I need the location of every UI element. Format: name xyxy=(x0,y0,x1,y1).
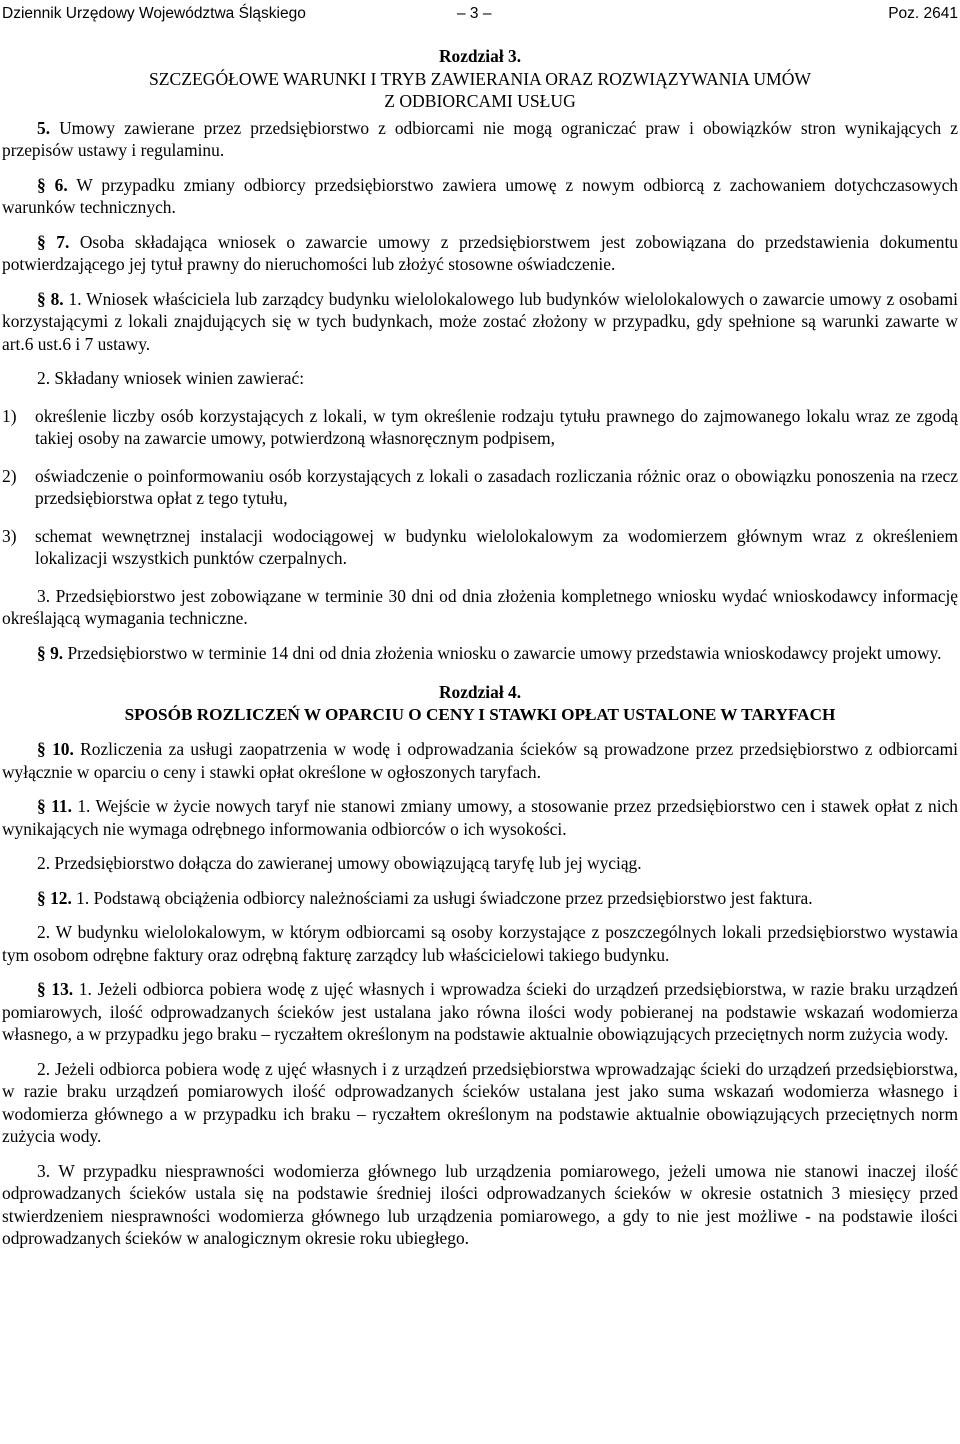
section-10-sign: § xyxy=(37,739,46,759)
section-6-number: 6. xyxy=(54,174,68,195)
section-12-p2-text: W budynku wielolokalowym, w którym odbiorcami są osoby korzystające z poszczególnych lokali przedsiębiorstwo wystawia tym osobom odrębne faktury oraz odrębną fakturę zarządcy lub właścicielowi takiego budynku. xyxy=(2,922,958,965)
section-8-paragraph-2 xyxy=(2,367,958,390)
chapter-3-title-line2: Z ODBIORCAMI USŁUG xyxy=(384,91,576,111)
chapter-4-label: Rozdział 4. xyxy=(438,682,522,702)
section-8-p2-text: Składany wniosek winien zawierać: xyxy=(54,368,305,388)
section-13-paragraph-3 xyxy=(2,1160,958,1250)
journal-title: Dziennik Urzędowy Województwa Śląskiego xyxy=(2,5,306,22)
section-9-number: 9. xyxy=(50,642,64,663)
page-number: – 3 – xyxy=(457,5,492,22)
section-11-p2-number: 2. xyxy=(37,853,51,873)
section-8-p1-number: 1. xyxy=(68,288,82,309)
section-11-sign: § xyxy=(37,796,46,816)
section-7 xyxy=(2,231,958,276)
section-12-paragraph-2 xyxy=(2,921,958,966)
section-8-p2-number: 2. xyxy=(37,368,51,388)
section-13-sign: § xyxy=(37,979,46,999)
section-8-number: 8. xyxy=(50,288,64,309)
list-item-3-text: schemat wewnętrznej instalacji wodociągowej w budynku wielolokalowym za wodomierzem głównym wraz z określeniem lokalizacji wszystkich punktów czerpalnych. xyxy=(35,525,958,568)
section-11-p1-number: 1. xyxy=(77,796,91,816)
section-11-p1-text: Wejście w życie nowych taryf nie stanowi zmiany umowy, a stosowanie przez przedsiębiorstwo cen i stawek opłat z nich wynikających nie wymaga odrębnego informowania odbiorców o ich wysokości. xyxy=(2,796,958,839)
section-13-p3-number: 3. xyxy=(37,1160,51,1181)
section-11-p2-text: Przedsiębiorstwo dołącza do zawieranej umowy obowiązującą taryfę lub jej wyciąg. xyxy=(54,853,642,873)
section-13-p2-text: Jeżeli odbiorca pobiera wodę z ujęć własnych i z urządzeń przedsiębiorstwa wprowadzając ścieki do urządzeń przedsiębiorstwa, w razie braku urządzeń pomiarowych ilość odprowadzanych ścieków ustalana jest jako suma wskazań wodomierza własnego i wodomierza głównego a w przypadku ich braku – ryczałtem określonym na podstawie aktualnie obowiązujących przeciętnych norm zużycia wody. xyxy=(2,1058,958,1146)
section-13-paragraph-1 xyxy=(2,978,958,1046)
section-8-sign: § xyxy=(37,288,46,309)
section-5-text: Umowy zawierane przez przedsiębiorstwo z odbiorcami nie mogą ograniczać praw i obowiązków stron wynikających z przepisów ustawy i regulaminu. xyxy=(2,117,958,160)
section-12-sign: § xyxy=(37,887,46,908)
section-5 xyxy=(2,117,958,162)
document-page xyxy=(2,0,958,1250)
section-7-text: Osoba składająca wniosek o zawarcie umowy z przedsiębiorstwem jest zobowiązana do przedstawienia dokumentu potwierdzającego jej tytuł prawny do nieruchomości lub złożyć stosowne oświadczenie. xyxy=(2,231,958,274)
section-6 xyxy=(2,174,958,219)
list-item-1-number: 1) xyxy=(2,405,17,426)
section-10-text: Rozliczenia za usługi zaopatrzenia w wodę i odprowadzania ścieków są prowadzone przez przedsiębiorstwo z odbiorcami wyłącznie w oparciu o ceny i stawki opłat określone w ogłoszonych taryfach. xyxy=(2,739,958,782)
section-6-sign: § xyxy=(37,174,46,195)
section-6-text: W przypadku zmiany odbiorcy przedsiębiorstwo zawiera umowę z nowym odbiorcą z zachowaniem dotychczasowych warunków technicznych. xyxy=(2,174,958,217)
section-5-number: 5. xyxy=(37,117,51,138)
section-8-paragraph-3 xyxy=(2,585,958,630)
list-item-2 xyxy=(2,465,958,510)
section-8-p3-number: 3. xyxy=(37,585,51,606)
section-7-sign: § xyxy=(37,231,46,252)
section-12-number: 12. xyxy=(50,887,72,908)
section-13-p1-number: 1. xyxy=(78,979,92,999)
section-13-paragraph-2 xyxy=(2,1058,958,1148)
section-8-p3-text: Przedsiębiorstwo jest zobowiązane w terminie 30 dni od dnia złożenia kompletnego wniosku wydać wnioskodawcy informację określającą wymagania techniczne. xyxy=(2,585,958,628)
list-item-1 xyxy=(2,405,958,450)
position-number: Poz. 2641 xyxy=(888,5,958,22)
chapter-3-label: Rozdział 3. xyxy=(438,46,522,66)
section-13-p3-text: W przypadku niesprawności wodomierza głównego lub urządzenia pomiarowego, jeżeli umowa nie stanowi inaczej ilość odprowadzanych ścieków ustala się na podstawie średniej ilości odprowadzanych ścieków w okresie ostatnich 3 miesięcy przed stwierdzeniem niesprawności wodomierza głównego lub urządzenia pomiarowego, a gdy to nie jest możliwe - na podstawie ilości odprowadzanych ścieków w analogicznym okresie roku ubiegłego. xyxy=(2,1160,958,1248)
section-11-number: 11. xyxy=(51,796,72,816)
section-13-p1-text: Jeżeli odbiorca pobiera wodę z ujęć własnych i wprowadza ścieki do urządzeń przedsiębiorstwa, w razie braku urządzeń pomiarowych, ilość odprowadzanych ścieków jest ustalana jako równa ilości wody pobieranej na podstawie wskazań wodomierza własnego, a w przypadku jego braku – ryczałtem określonym na podstawie aktualnie obowiązujących przeciętnych norm zużycia wody. xyxy=(2,979,958,1044)
chapter-4-title: SPOSÓB ROZLICZEŃ W OPARCIU O CENY I STAWKI OPŁAT USTALONE W TARYFACH xyxy=(124,704,836,724)
list-item-3-number: 3) xyxy=(2,525,17,546)
section-12-paragraph-1 xyxy=(2,887,958,910)
section-11-paragraph-2 xyxy=(2,852,958,875)
section-12-p2-number: 2. xyxy=(37,922,51,942)
page-header xyxy=(2,0,958,26)
section-9-sign: § xyxy=(37,642,46,663)
list-item-2-number: 2) xyxy=(2,465,17,486)
section-9 xyxy=(2,642,958,665)
section-8-paragraph-1 xyxy=(2,288,958,356)
section-8-p1-text: Wniosek właściciela lub zarządcy budynku wielolokalowego lub budynków wielolokalowych o zawarcie umowy z osobami korzystającymi z lokali znajdujących się w tych budynkach, może zostać złożony w przypadku, gdy spełnione są warunki zawarte w art.6 ust.6 i 7 ustawy. xyxy=(2,288,958,354)
section-13-p2-number: 2. xyxy=(37,1058,51,1079)
list-item-1-text: określenie liczby osób korzystających z lokali, w tym określenie rodzaju tytułu prawnego do zajmowanego lokalu wraz ze zgodą takiej osoby na zawarcie umowy, potwierdzoną własnoręcznym podpisem, xyxy=(35,405,958,448)
list-item-3 xyxy=(2,525,958,570)
section-12-p1-number: 1. xyxy=(76,887,90,908)
section-9-text: Przedsiębiorstwo w terminie 14 dni od dnia złożenia wniosku o zawarcie umowy przedstawia wnioskodawcy projekt umowy. xyxy=(67,642,942,663)
section-7-number: 7. xyxy=(56,231,70,252)
list-item-2-text: oświadczenie o poinformowaniu osób korzystających z lokali o zasadach rozliczania różnic oraz o obowiązku ponoszenia na rzecz przedsiębiorstwa opłat z tego tytułu, xyxy=(35,465,958,508)
chapter-3-title-line1: SZCZEGÓŁOWE WARUNKI I TRYB ZAWIERANIA ORAZ ROZWIĄZYWANIA UMÓW xyxy=(148,68,812,89)
section-12-p1-text: Podstawą obciążenia odbiorcy należnościami za usługi świadczone przez przedsiębiorstwo jest faktura. xyxy=(93,887,813,908)
section-13-number: 13. xyxy=(51,979,74,999)
section-10-number: 10. xyxy=(52,739,74,759)
section-11-paragraph-1 xyxy=(2,795,958,840)
section-10 xyxy=(2,738,958,783)
